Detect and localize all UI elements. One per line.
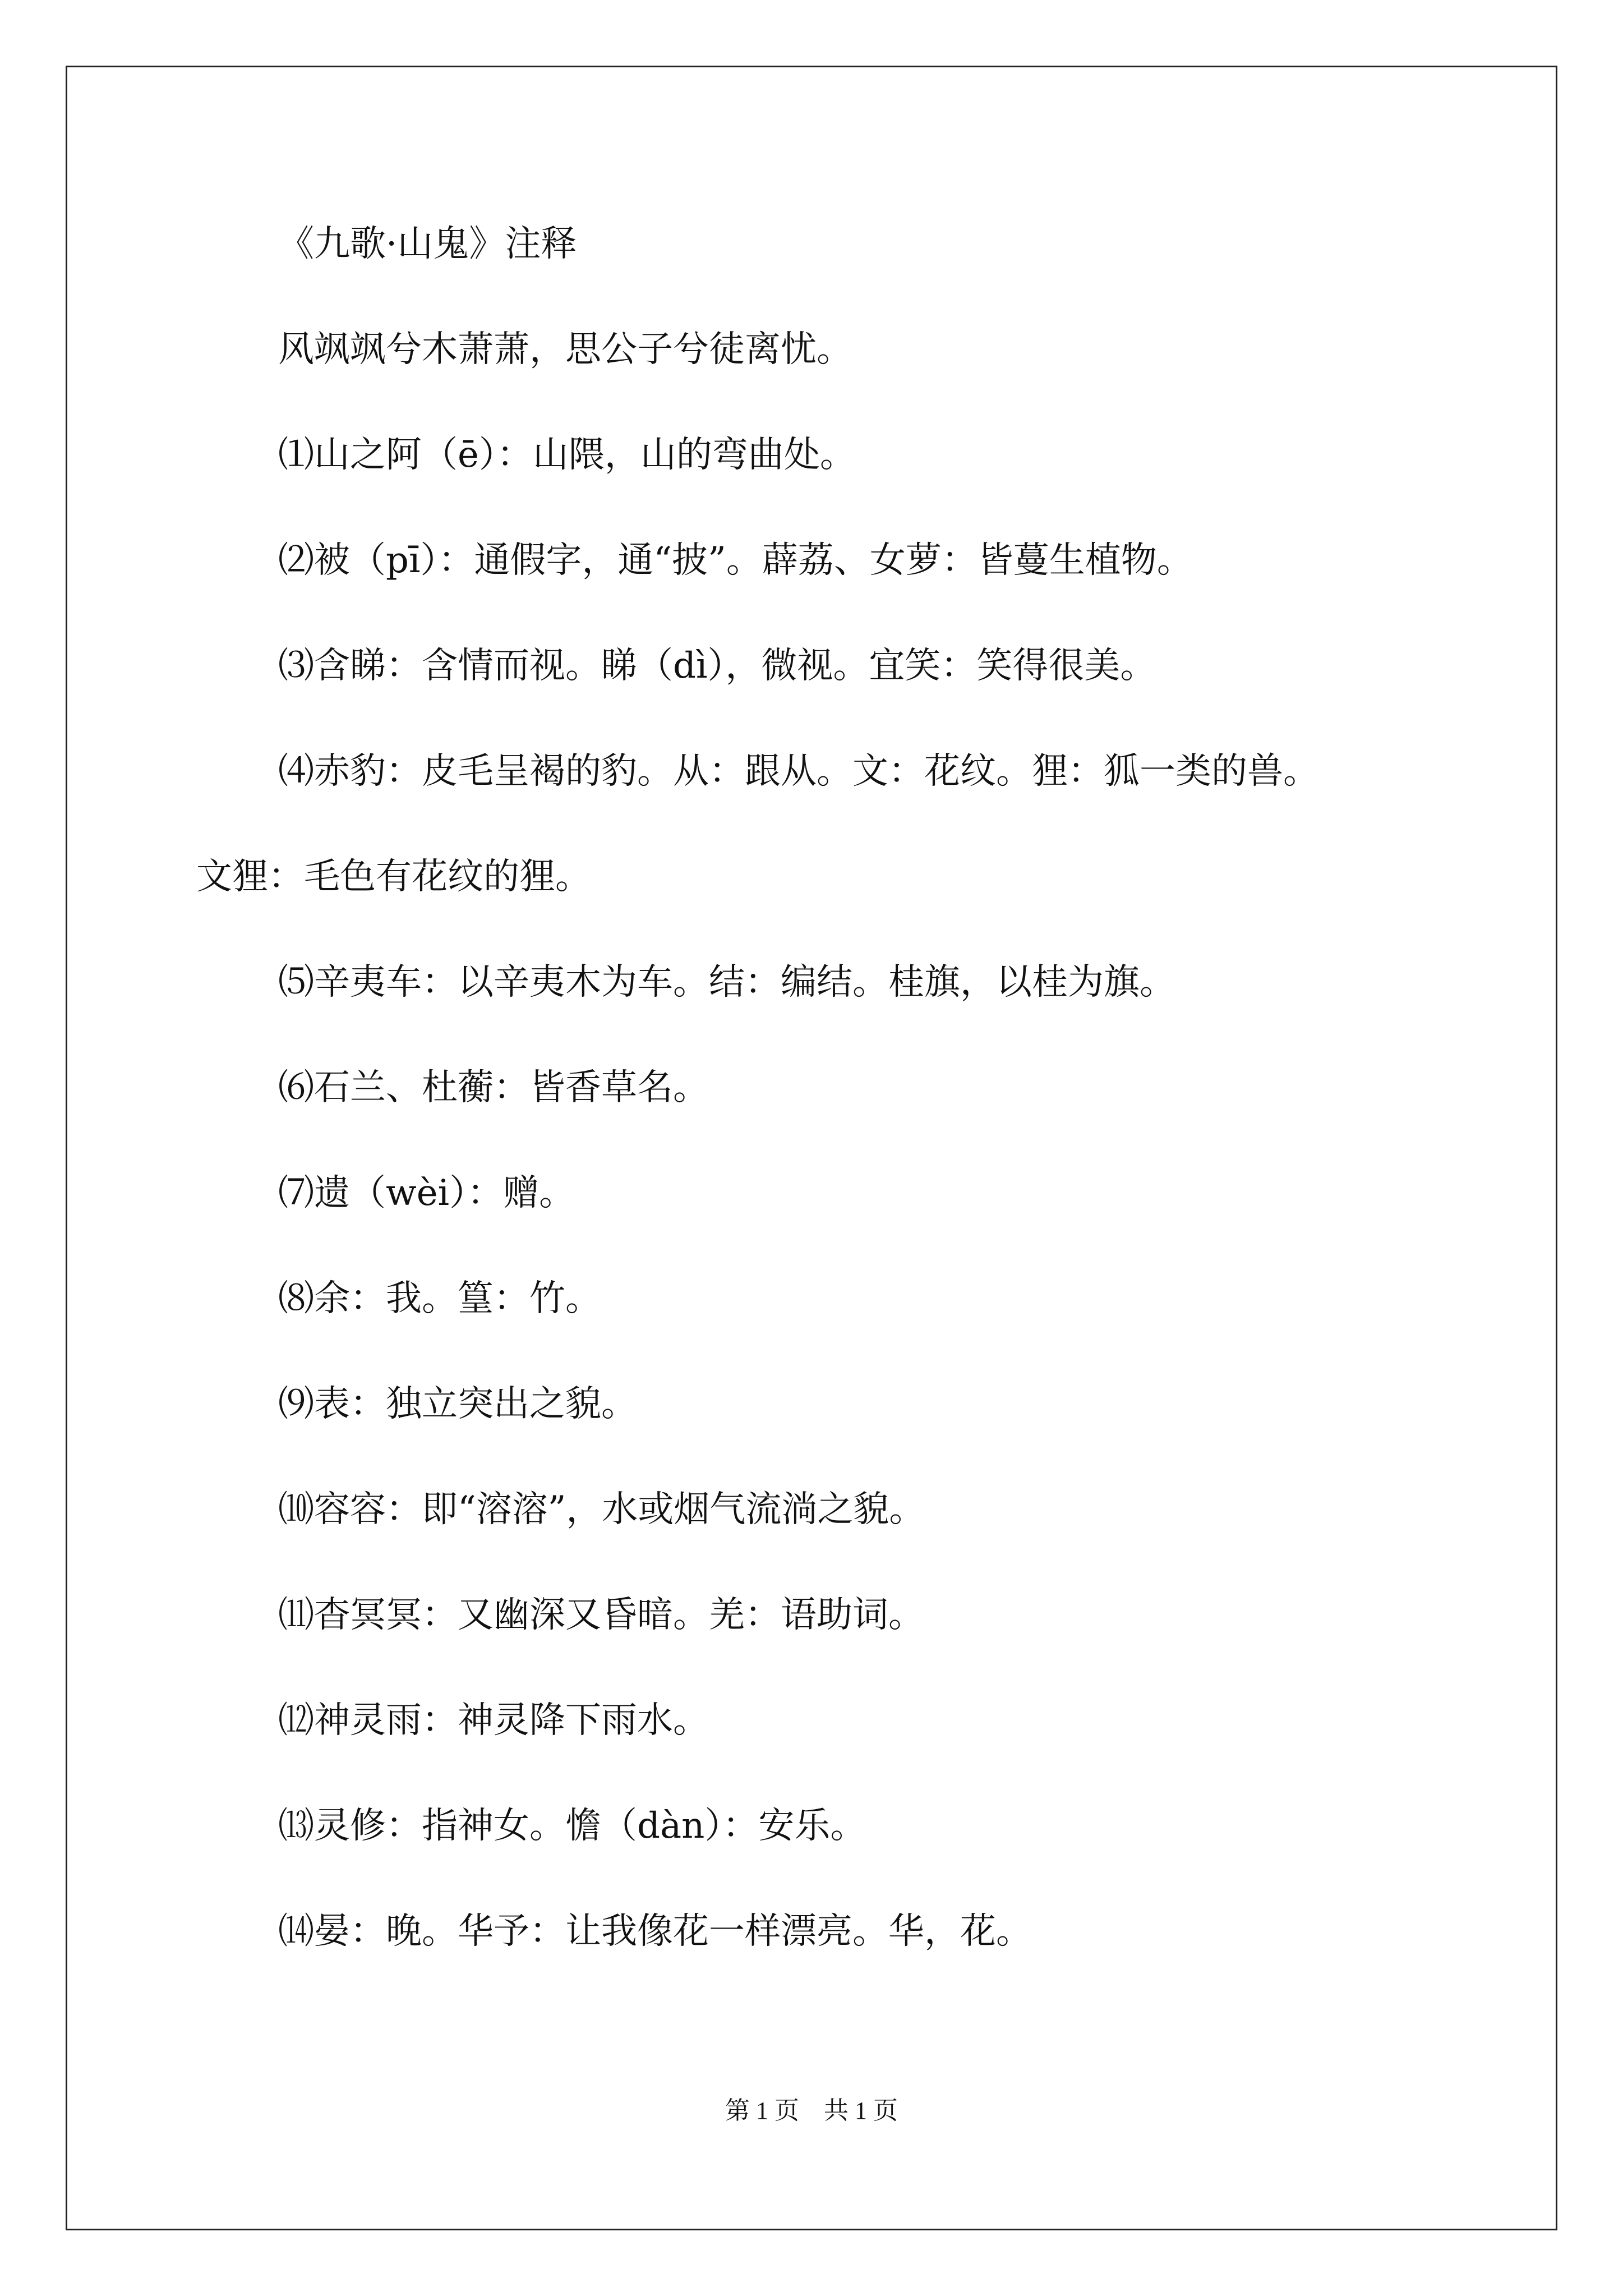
document-title: 《九歌·山鬼》注释 [278, 223, 577, 265]
note-1: ⑴山之阿（ē）：山隈，山的弯曲处。 [278, 434, 856, 476]
verse-line: 风飒飒兮木萧萧，思公子兮徒离忧。 [278, 329, 852, 370]
note-8: ⑻余：我。篁：竹。 [278, 1278, 601, 1319]
note-5: ⑸辛夷车：以辛夷木为车。结：编结。桂旗，以桂为旗。 [278, 961, 1175, 1003]
note-12: ⑿神灵雨：神灵降下雨水。 [278, 1700, 709, 1741]
note-10: ⑽容容：即“溶溶”，水或烟气流淌之貌。 [278, 1489, 925, 1530]
page-footer: 第 1 页 共 1 页 [725, 2097, 898, 2124]
note-11: ⑾杳冥冥：又幽深又昏暗。羌：语助词。 [278, 1594, 924, 1636]
note-13: ⒀灵修：指神女。憺（dàn）：安乐。 [278, 1805, 866, 1847]
note-4-continuation: 文狸：毛色有花纹的狸。 [196, 856, 591, 898]
document-body [196, 222, 1469, 1954]
note-4: ⑷赤豹：皮毛呈褐的豹。从：跟从。文：花纹。狸：狐一类的兽。 [278, 751, 1319, 792]
note-9: ⑼表：独立突出之貌。 [278, 1383, 637, 1425]
note-7: ⑺遗（wèi）：赠。 [278, 1172, 575, 1214]
note-14: ⒁晏：晚。华予：让我像花一样漂亮。华，花。 [278, 1911, 1032, 1952]
note-3: ⑶含睇：含情而视。睇（dì），微视。宜笑：笑得很美。 [278, 645, 1156, 687]
note-2: ⑵被（pī）：通假字，通“披”。薜荔、女萝：皆蔓生植物。 [278, 540, 1193, 581]
note-6: ⑹石兰、杜蘅：皆香草名。 [278, 1067, 709, 1108]
